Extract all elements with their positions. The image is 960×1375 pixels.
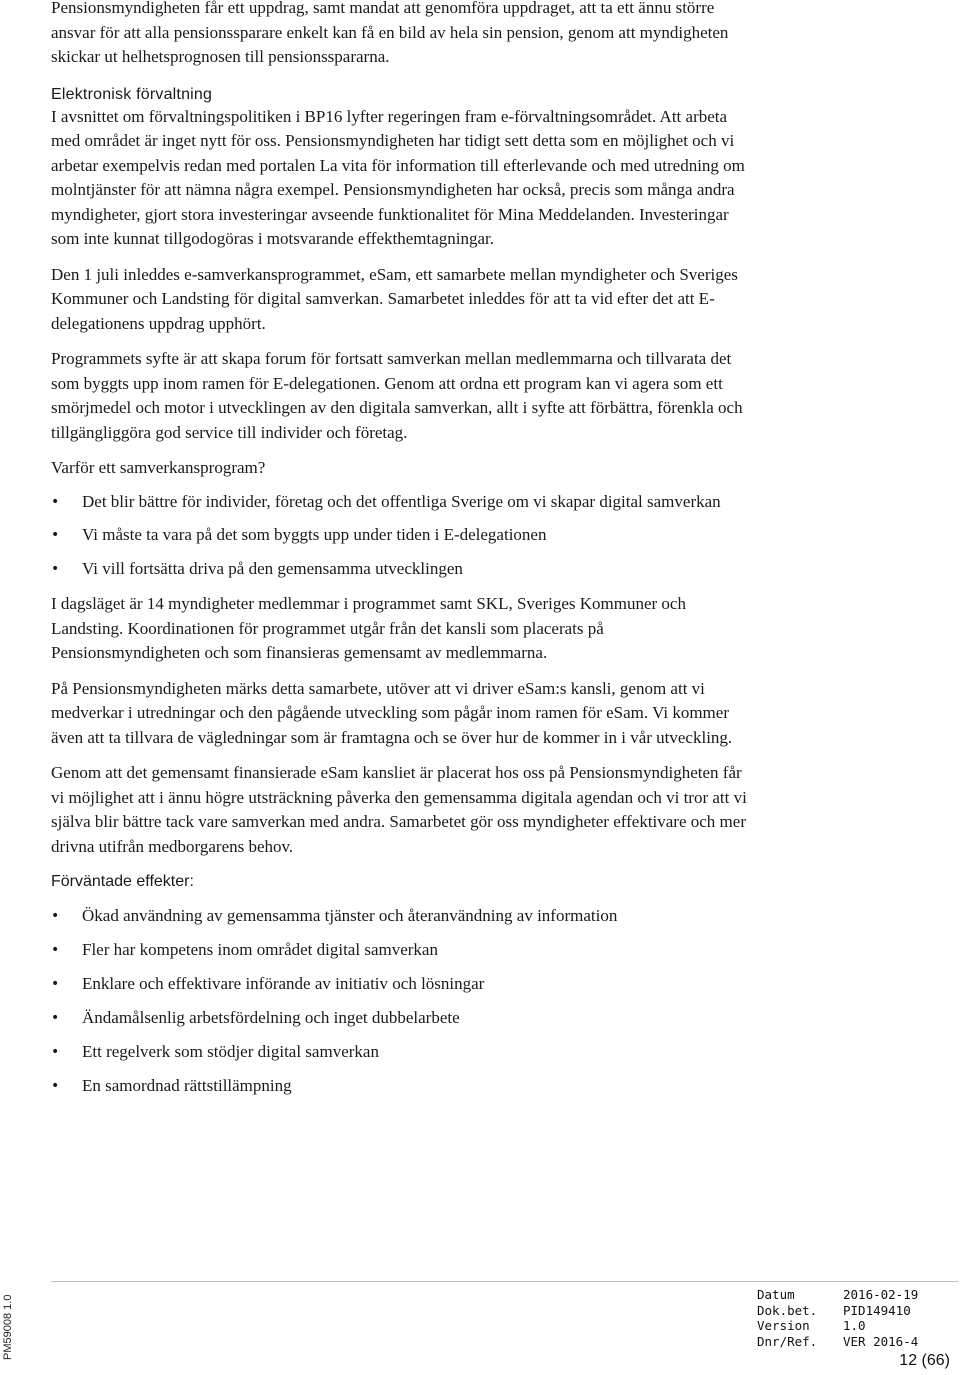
paragraph-why-question: Varför ett samverkansprogram? <box>51 458 266 477</box>
list-item: • En samordnad rättstillämpning <box>51 1074 751 1099</box>
list-item: • Enklare och effektivare införande av initiativ och lösningar <box>51 972 751 997</box>
meta-row-docid <box>757 1303 918 1319</box>
paragraph-program-purpose: Programmets syfte är att skapa forum för fortsatt samverkan mellan medlemmarna och tillvarata det som byggts upp inom ramen för E-delegationen. Genom att ordna ett program kan vi agera som ett smörjmedel och motor i utvecklingen av den digitala samverkan, allt i syfte att förbättra, förenkla och tillgängliggöra god service till individer och företag. <box>51 349 743 442</box>
paragraph-esam-start: Den 1 juli inleddes e-samverkansprogrammet, eSam, ett samarbete mellan myndigheter och Sveriges Kommuner och Landsting för digital samverkan. Samarbetet inleddes för att ta vid efter det att E-delegationens uppdrag upphört. <box>51 264 738 333</box>
page-number: 12 (66) <box>899 1352 950 1369</box>
list-item: • Fler har kompetens inom området digital samverkan <box>51 938 751 963</box>
paragraph-e-forvaltning: I avsnittet om förvaltningspolitiken i BP16 lyfter regeringen fram e-förvaltningsområdet. Att arbeta med området är inget nytt för oss. Pensionsmyndigheten har tidigt sett detta som en möjlighet och vi arbetar exempelvis redan med portalen La vita för information till efterlevande och med utredning om molntjänster för att nämna några exempel. Pensionsmyndigheten har också, precis som många andra myndigheter, gjort stora investeringar avseende funktionalitet för Mina Meddelanden. Investeringar som inte kunnat tillgodogöras i motsvarande effekthemtagningar. <box>51 106 745 248</box>
section-heading: Elektronisk förvaltning <box>51 85 213 103</box>
meta-value: 1.0 <box>843 1318 866 1333</box>
footer-divider <box>51 1281 958 1282</box>
meta-label: Dok.bet. <box>757 1302 818 1318</box>
meta-row-ref <box>757 1334 918 1350</box>
document-body <box>51 0 751 1098</box>
meta-value: VER 2016-4 <box>843 1333 919 1349</box>
list-item: • Vi vill fortsätta driva på den gemensamma utvecklingen <box>51 557 751 582</box>
meta-label: Dnr/Ref. <box>757 1333 818 1349</box>
meta-value: 2016-02-19 <box>843 1287 919 1302</box>
paragraph-members: I dagsläget är 14 myndigheter medlemmar i programmet samt SKL, Sveriges Kommuner och Landsting. Koordinationen för programmet utgår från det kansli som placerats på Pensionsmyndigheten och som finansieras gemensamt av medlemmarna. <box>51 594 686 662</box>
paragraph-pensionsmyndigheten: På Pensionsmyndigheten märks detta samarbete, utöver att vi driver eSam:s kansli, genom att vi medverkar i utredningar och den pågående utveckling som pågår inom ramen för eSam. Vi kommer även att ta tillvara de vägledningar som är framtagna och se över hur de kommer in i vår utveckling. <box>51 678 733 747</box>
paragraph-expected-effects: Förväntade effekter: <box>51 873 194 890</box>
document-template-id: PM59008 1.0 <box>2 1294 14 1360</box>
list-item: • Ett regelverk som stödjer digital samverkan <box>51 1040 751 1065</box>
list-item: • Ändamålsenlig arbetsfördelning och inget dubbelarbete <box>51 1006 751 1031</box>
list-item: • Ökad användning av gemensamma tjänster och återanvändning av information <box>51 904 751 929</box>
document-metadata <box>757 1287 918 1349</box>
list-item: • Det blir bättre för individer, företag och det offentliga Sverige om vi skapar digital samverkan <box>51 490 751 515</box>
meta-row-date <box>757 1287 918 1303</box>
paragraph-financing: Genom att det gemensamt finansierade eSam kansliet är placerat hos oss på Pensionsmyndigheten får vi möjlighet att i ännu högre utsträckning påverka den gemensamma digitala agendan och vi tror att vi själva blir bättre tack vare samverkan med andra. Samarbetet gör oss myndigheter effektivare och mer drivna utifrån medborgarens behov. <box>51 763 747 856</box>
meta-row-version <box>757 1318 918 1334</box>
effects-list <box>51 904 751 1099</box>
meta-label: Datum <box>757 1287 795 1302</box>
reasons-list <box>51 490 751 582</box>
meta-value: PID149410 <box>843 1302 911 1318</box>
intro-paragraph: Pensionsmyndigheten får ett uppdrag, samt mandat att genomföra uppdraget, att ta ett ännu större ansvar för att alla pensionssparare enkelt kan få en bild av hela sin pension, genom att myndigheten skickar ut helhetsprognosen till pensionsspararna. <box>51 0 729 66</box>
meta-label: Version <box>757 1318 810 1333</box>
list-item: • Vi måste ta vara på det som byggts upp under tiden i E-delegationen <box>51 523 751 548</box>
